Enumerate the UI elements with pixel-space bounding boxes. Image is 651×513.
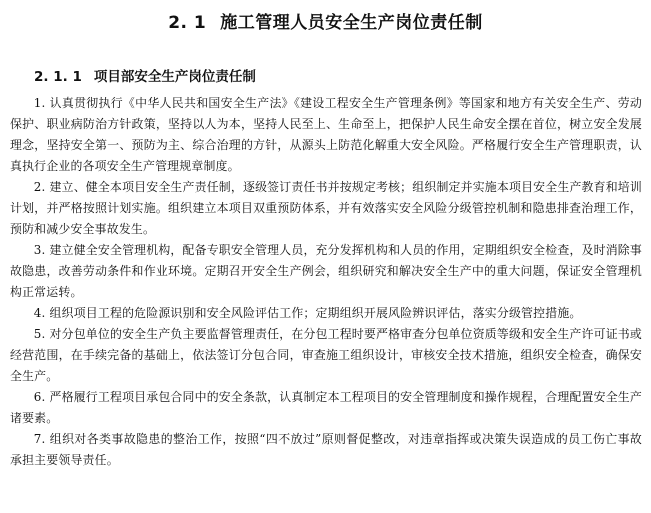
- paragraph-5: 5. 对分包单位的安全生产负主要监督管理责任，在分包工程时要严格审查分包单位资质等级和安全生产许可证书或经营范围，在手续完备的基础上，依法签订分包合同，审查施工组织设计，审核安全技术措施，组织安全检查，确保安全生产。: [10, 327, 642, 383]
- paragraph-3: 3. 建立健全安全管理机构，配备专职安全管理人员，充分发挥机构和人员的作用，定期组织安全检查，及时消除事故隐患，改善劳动条件和作业环境。定期召开安全生产例会，组织研究和解决安全生产中的重大问题，保证安全管理机构正常运转。: [10, 243, 642, 299]
- paragraph-1: 1. 认真贯彻执行《中华人民共和国安全生产法》《建设工程安全生产管理条例》等国家和地方有关安全生产、劳动保护、职业病防治方针政策，坚持以人为本，坚持人民至上、生命至上，把保护人民生命安全摆在首位，树立安全发展理念，坚持安全第一、预防为主、综合治理的方针，从源头上防范化解重大安全风险。严格履行安全生产管理职责，认真执行企业的各项安全生产管理规章制度。: [10, 96, 642, 173]
- paragraph-6: 6. 严格履行工程项目承包合同中的安全条款，认真制定本工程项目的安全管理制度和操作规程，合理配置安全生产诸要素。: [10, 390, 642, 425]
- section-heading: [0, 8, 651, 33]
- subsection-title: 项目部安全生产岗位责任制: [93, 69, 256, 85]
- paragraph-4: 4. 组织项目工程的危险源识别和安全风险评估工作；定期组织开展风险辨识评估，落实分级管控措施。: [33, 306, 582, 320]
- document-body: [10, 93, 642, 471]
- subsection-number: 2. 1. 1: [34, 69, 82, 85]
- paragraph-2: 2. 建立、健全本项目安全生产责任制，逐级签订责任书并按规定考核；组织制定并实施本项目安全生产教育和培训计划，并严格按照计划实施。组织建立本项目双重预防体系，并有效落实安全风险分级管控机制和隐患排查治理工作，预防和减少安全事故发生。: [10, 180, 642, 236]
- paragraph-7: 7. 组织对各类事故隐患的整治工作，按照“四不放过”原则督促整改，对违章指挥或决策失误造成的员工伤亡事故承担主要领导责任。: [10, 432, 642, 467]
- subsection-heading: [34, 65, 256, 85]
- section-number: 2. 1: [168, 13, 207, 33]
- section-title: 施工管理人员安全生产岗位责任制: [220, 13, 483, 33]
